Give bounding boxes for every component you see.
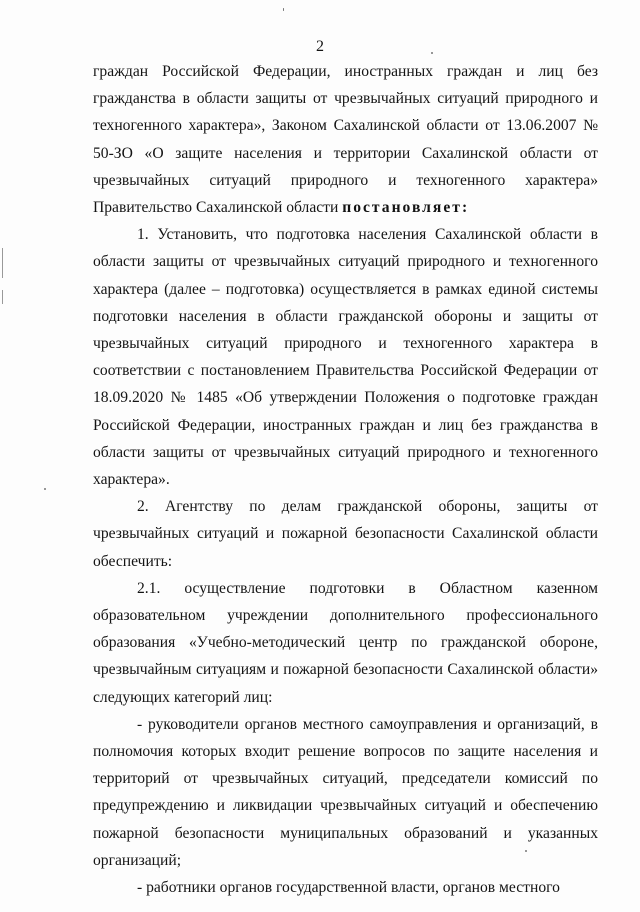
paragraph-item-1: 1. Установить, что подготовка населения Сахалинской области в области защиты от чрезвычайных ситуаций природного и техногенного характера (далее – подготовка) осуществляется в рамках единой системы подготовки населения в области гражданской обороны и защиты от чрезвычайных ситуаций природного и техногенного характера в соответствии с постановлением Правительства Российской Федерации от 18.09.2020 № 1485 «Об утверждении Положения о подготовке граждан Российской Федерации, иностранных граждан и лиц без гражданства в области защиты от чрезвычайных ситуаций природного и техногенного характера». — [93, 226, 598, 489]
paragraph-item-2-1: 2.1. осуществление подготовки в Областном казенном образовательном учреждении дополнительного профессионального образования «Учебно-методический центр по гражданской обороне, чрезвычайным ситуациям и пожарной безопасности Сахалинской области» следующих категорий лиц: — [93, 579, 598, 706]
scan-edge-mark — [2, 290, 3, 304]
scan-edge-mark — [2, 248, 3, 278]
decree-word: постановляет: — [342, 199, 470, 217]
paragraph-preamble-end — [93, 58, 598, 221]
scan-speck — [44, 488, 46, 490]
document-body — [93, 58, 598, 901]
list-item-officials: - работники органов государственной власти, органов местного — [137, 879, 560, 897]
scan-speck — [283, 8, 284, 11]
preamble-text: граждан Российской Федерации, иностранных граждан и лиц без гражданства в области защиты от чрезвычайных ситуаций природного и техногенного характера», Законом Сахалинской области от 13.06.2007 № 50-ЗО «О защите населения и территории Сахалинской области от чрезвычайных ситуаций природного и техногенного характера» Правительство Сахалинской области — [93, 63, 598, 217]
scan-speck — [525, 850, 527, 852]
paragraph-item-2: 2. Агентству по делам гражданской обороны, защиты от чрезвычайных ситуаций и пожарной безопасности Сахалинской области обеспечить: — [93, 498, 598, 570]
page-number: 2 — [316, 38, 324, 55]
list-item-managers: - руководители органов местного самоуправления и организаций, в полномочия которых входит решение вопросов по защите населения и территорий от чрезвычайных ситуаций, председатели комиссий по предупреждению и ликвидации чрезвычайных ситуаций и обеспечению пожарной безопасности муниципальных образований и указанных организаций; — [93, 715, 598, 869]
scan-speck — [431, 52, 433, 54]
